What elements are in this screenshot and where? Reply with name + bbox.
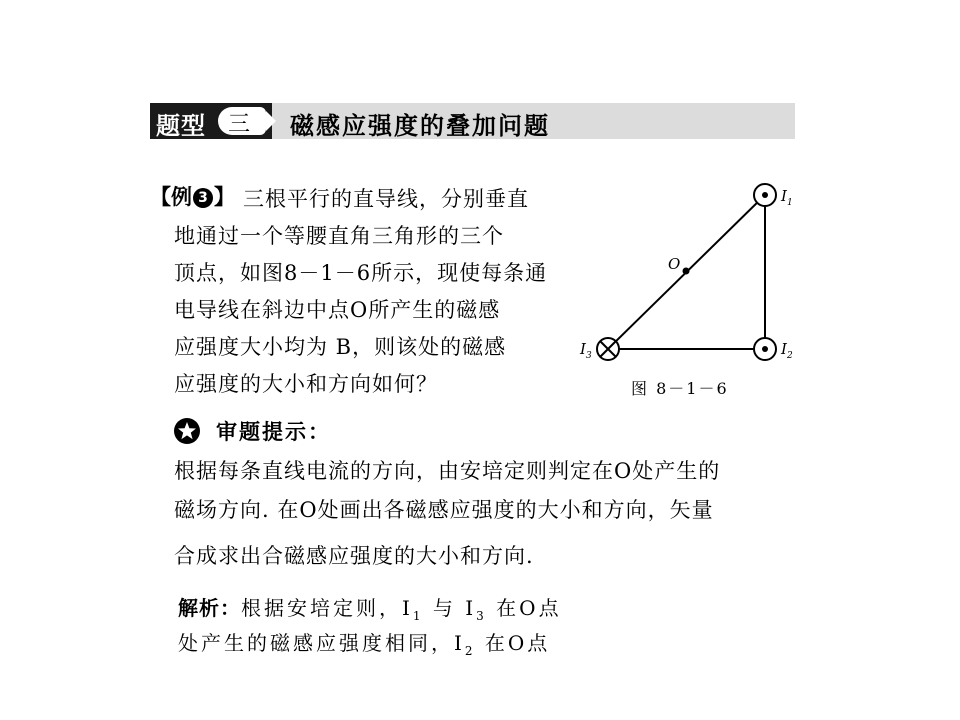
type-number: 三 [228,112,251,137]
wire-i2-dot [762,346,768,352]
example-tag [150,181,235,211]
current-i2-sub: 2 [464,644,476,658]
example-number-circle: 3 [193,188,213,208]
analysis-and: 与 [423,596,466,620]
problem-line-5: 应强度大小均为 B，则该处的磁感 [174,335,507,359]
current-i3: I [465,596,477,620]
problem-line-3: 顶点，如图8－1－6所示，现使每条通 [174,261,548,285]
problem-line-6: 应强度的大小和方向如何？ [174,372,438,396]
analysis-end-1: 在O点 [486,596,562,620]
analysis-text-1: 根据安培定则， [241,596,402,620]
current-i2: I [454,631,465,655]
current-i1: I [402,596,413,620]
wire-i1-dot [762,192,768,198]
hint-line-1: 根据每条直线电流的方向，由安培定则判定在O处产生的 [174,459,721,483]
midpoint-o-dot [683,268,690,275]
triangle-diagram [575,178,805,378]
label-o: O [668,255,681,273]
analysis-line-2 [178,627,550,658]
triangle-figure [575,178,805,403]
current-i1-sub: 1 [412,609,424,623]
current-i3-sub: 3 [476,609,487,623]
star-icon [174,418,200,444]
analysis-line-1 [178,592,562,623]
question-type-badge [150,103,272,139]
type-number-tag [218,107,266,135]
hint-line-2: 磁场方向. 在O处画出各磁感应强度的大小和方向，矢量 [174,498,714,522]
label-i3: $I_3$ [580,340,592,361]
hint-title: 审题提示： [216,420,331,444]
type-label: 题型 [156,112,206,140]
problem-line-2: 地通过一个等腰直角三角形的三个 [174,224,504,248]
section-title: 磁感应强度的叠加问题 [290,112,550,140]
example-tag-suffix: 】 [214,185,235,209]
analysis-end-2: 在O点 [475,631,551,655]
problem-line-1: 三根平行的直导线，分别垂直 [243,187,529,211]
figure-caption: 图 8－1－6 [631,379,729,398]
example-tag-prefix: 【例 [150,185,192,209]
section-header [150,103,795,139]
label-i1: $I_1$ [781,187,793,208]
hint-line-3: 合成求出合磁感应强度的大小和方向. [174,544,534,568]
problem-line-4: 电导线在斜边中点O所产生的磁感 [174,298,501,322]
label-i2: $I_2$ [781,340,793,361]
analysis-text-2: 处产生的磁感应强度相同， [178,631,454,655]
analysis-label: 解析： [178,596,241,620]
